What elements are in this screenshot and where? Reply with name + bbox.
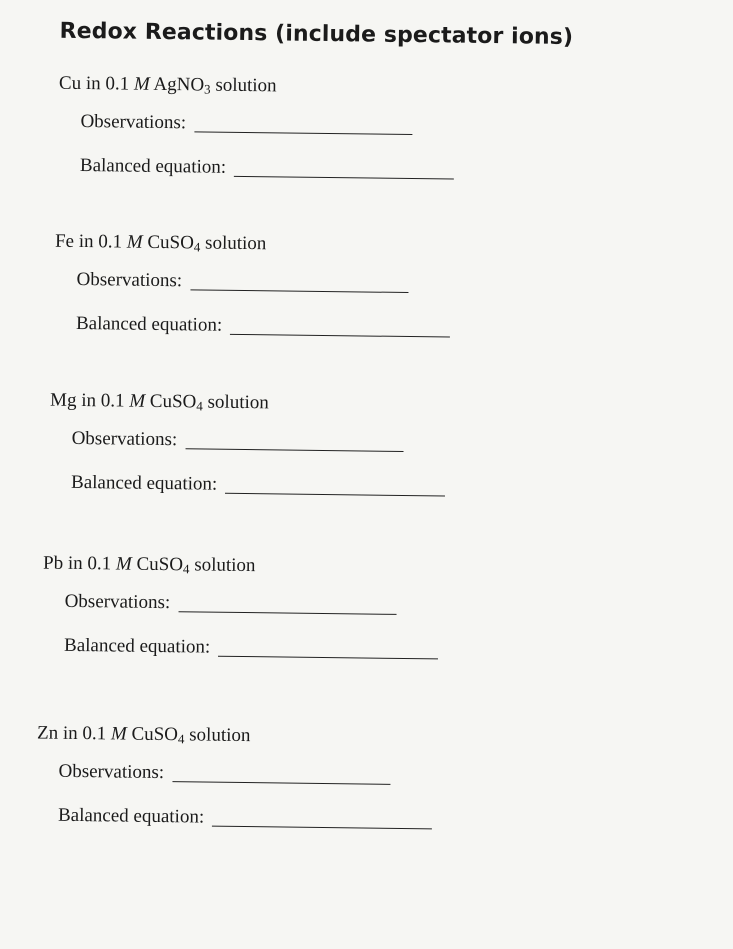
solute-subscript: 4 (177, 731, 185, 747)
concentration-value: 0.1 (105, 73, 130, 95)
reaction-heading: Zn in 0.1 M CuSO$_4$ solution (36, 722, 251, 747)
solution-word: solution (207, 391, 269, 414)
observations-field (65, 591, 397, 617)
reaction-section-mg (49, 390, 671, 538)
solute-subscript: 4 (193, 239, 201, 255)
metal-symbol: Zn (36, 722, 59, 744)
balanced-equation-label: Balanced equation: (75, 312, 223, 336)
solute-formula (147, 232, 200, 254)
observations-answer-line[interactable] (178, 611, 396, 615)
solute-base: CuSO (147, 231, 195, 254)
solute-base: CuSO (149, 390, 197, 413)
solute-formula (136, 554, 189, 576)
balanced-equation-answer-line[interactable] (225, 493, 445, 497)
concentration-value: 0.1 (98, 231, 123, 253)
observations-label: Observations: (76, 268, 183, 292)
balanced-equation-answer-line[interactable] (234, 176, 454, 180)
observations-field (80, 111, 412, 137)
reaction-section-zn (35, 723, 657, 871)
molarity-unit: M (126, 231, 143, 253)
metal-symbol: Pb (42, 552, 64, 574)
metal-symbol: Cu (58, 72, 82, 94)
balanced-equation-field (80, 155, 454, 182)
balanced-equation-answer-line[interactable] (212, 826, 432, 830)
solute-base: CuSO (131, 723, 179, 746)
observations-field (72, 428, 404, 454)
reaction-heading: Mg in 0.1 M CuSO$_4$ solution (49, 389, 269, 414)
reaction-heading: Pb in 0.1 M CuSO$_4$ solution (42, 552, 256, 577)
observations-answer-line[interactable] (172, 781, 390, 785)
observations-answer-line[interactable] (194, 131, 412, 135)
concentration-value: 0.1 (82, 723, 107, 745)
molarity-unit: M (129, 390, 146, 412)
observations-label: Observations: (71, 427, 178, 451)
page-title: Redox Reactions (include spectator ions) (59, 18, 574, 51)
observations-field (58, 761, 390, 787)
observations-label: Observations: (64, 590, 171, 614)
balanced-equation-field (71, 472, 445, 499)
concentration-value: 0.1 (87, 553, 112, 575)
solute-formula (150, 391, 203, 413)
observations-answer-line[interactable] (190, 289, 408, 293)
reaction-heading: Cu in 0.1 M AgNO$_3$ solution (58, 72, 277, 97)
observations-answer-line[interactable] (185, 448, 403, 452)
solute-formula (153, 74, 210, 96)
balanced-equation-field (76, 313, 450, 340)
observations-label: Observations: (80, 110, 187, 134)
solute-formula (131, 724, 184, 746)
metal-symbol: Fe (54, 230, 75, 252)
solution-word: solution (194, 554, 256, 577)
balanced-equation-field (58, 805, 432, 832)
solute-subscript: 3 (204, 81, 211, 97)
molarity-unit: M (110, 723, 127, 745)
solute-base: CuSO (136, 553, 184, 576)
solute-subscript: 4 (196, 398, 203, 414)
balanced-equation-answer-line[interactable] (218, 656, 438, 660)
molarity-unit: M (133, 73, 150, 95)
balanced-equation-answer-line[interactable] (230, 334, 450, 338)
observations-label: Observations: (58, 760, 165, 784)
solute-subscript: 4 (182, 561, 190, 577)
reaction-section-pb (42, 553, 664, 701)
reaction-heading: Fe in 0.1 M CuSO$_4$ solution (54, 230, 267, 255)
balanced-equation-field (64, 635, 438, 662)
reaction-section-cu (57, 73, 679, 221)
balanced-equation-label: Balanced equation: (79, 154, 227, 178)
molarity-unit: M (115, 553, 132, 575)
solution-word: solution (215, 74, 277, 97)
observations-field (76, 269, 408, 295)
solution-word: solution (204, 232, 267, 255)
concentration-value: 0.1 (100, 390, 125, 412)
balanced-equation-label: Balanced equation: (57, 804, 205, 828)
solute-base: AgNO (153, 73, 205, 96)
balanced-equation-label: Balanced equation: (70, 471, 218, 495)
balanced-equation-label: Balanced equation: (63, 634, 211, 658)
reaction-section-fe (53, 231, 675, 379)
metal-symbol: Mg (49, 389, 77, 411)
solution-word: solution (189, 724, 251, 747)
